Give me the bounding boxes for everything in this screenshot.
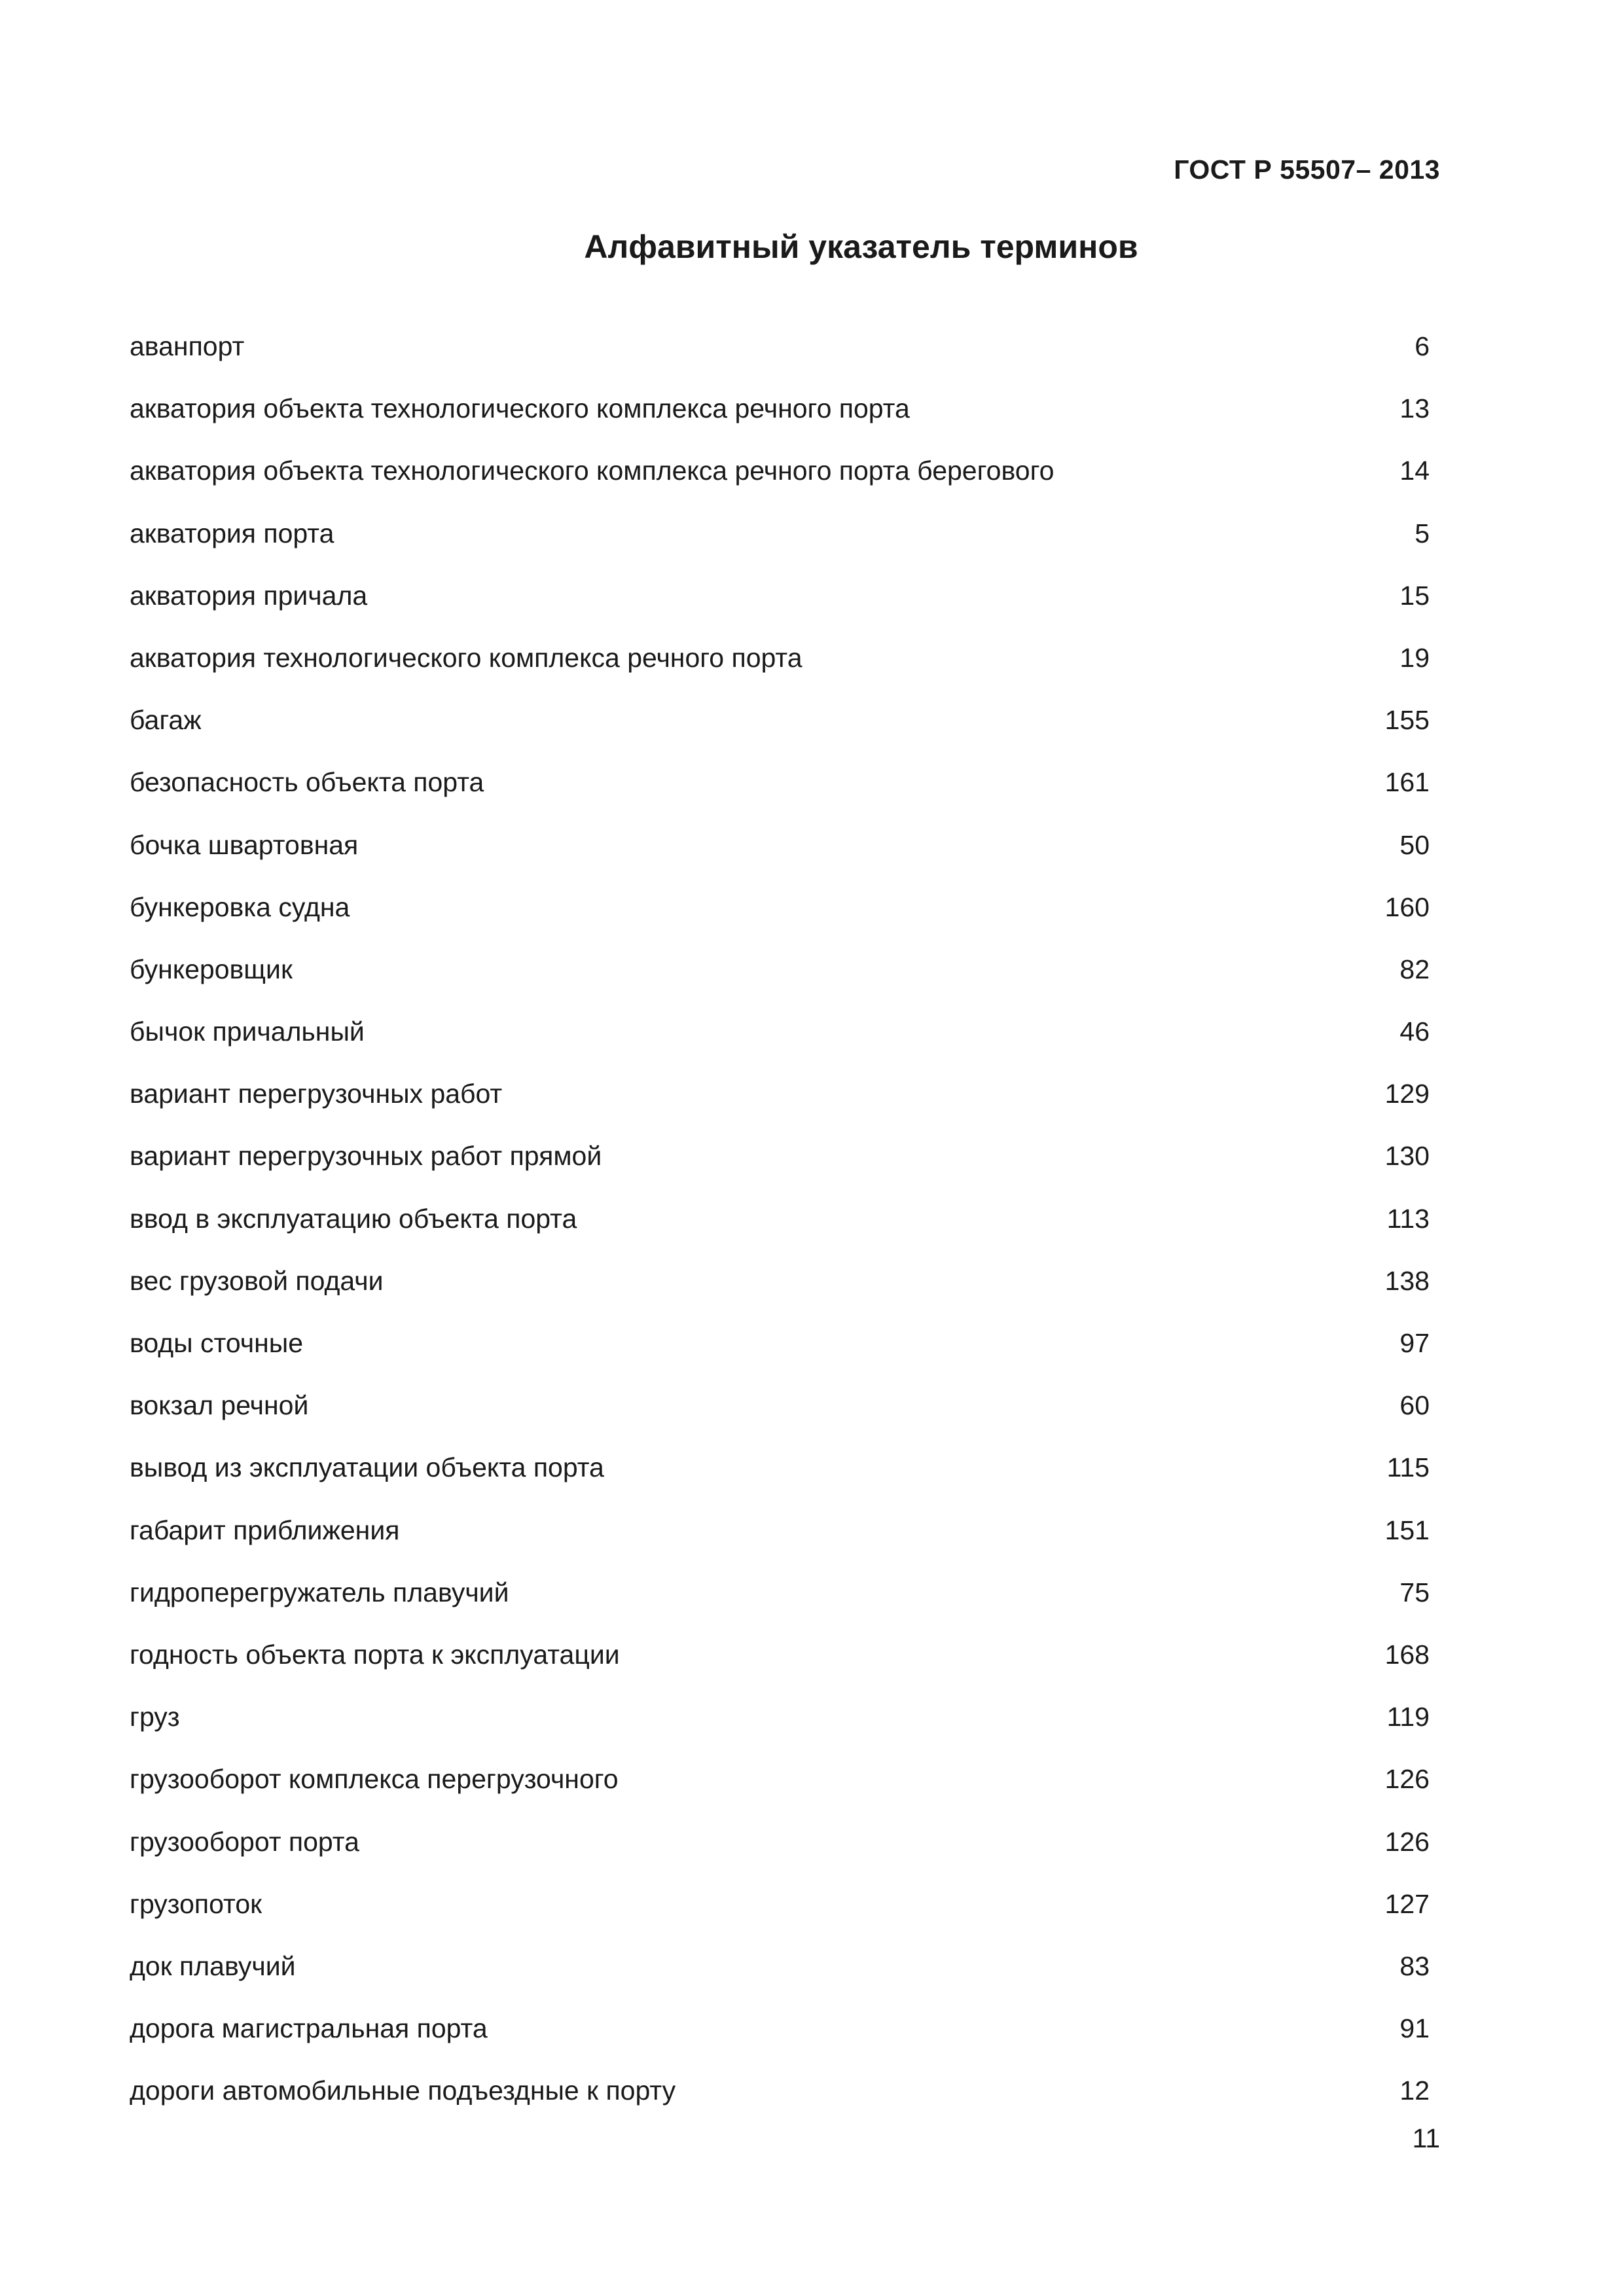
- index-page-ref: 151: [1384, 1515, 1430, 1545]
- index-term: док плавучий: [130, 1950, 296, 1981]
- index-page-ref: 113: [1386, 1203, 1430, 1234]
- index-term: безопасность объекта порта: [130, 767, 484, 798]
- index-entry: [130, 1203, 1430, 1265]
- document-code: ГОСТ Р 55507– 2013: [1174, 154, 1440, 185]
- index-term: вывод из эксплуатации объекта порта: [130, 1452, 604, 1483]
- index-page-ref: 97: [1399, 1328, 1430, 1358]
- index-entry: [130, 1140, 1430, 1202]
- index-term: дорога магистральная порта: [130, 2013, 488, 2044]
- index-term: вариант перегрузочных работ: [130, 1079, 503, 1109]
- index-term: акватория объекта технологического комплекса речного порта берегового: [130, 456, 1055, 486]
- index-term: годность объекта порта к эксплуатации: [130, 1639, 620, 1670]
- index-entry: [130, 2013, 1430, 2075]
- index-term: бычок причальный: [130, 1016, 365, 1047]
- term-index-list: [130, 331, 1430, 2137]
- index-page-ref: 12: [1399, 2075, 1430, 2106]
- index-page-ref: 138: [1384, 1265, 1430, 1296]
- index-term: акватория порта: [130, 518, 334, 548]
- index-term: вокзал речной: [130, 1390, 309, 1421]
- index-term: багаж: [130, 705, 202, 736]
- index-entry: [130, 1639, 1430, 1701]
- index-entry: [130, 1452, 1430, 1514]
- index-entry: [130, 1950, 1430, 2013]
- index-entry: [130, 1515, 1430, 1577]
- index-entry: [130, 642, 1430, 704]
- index-page-ref: 160: [1384, 891, 1430, 922]
- index-term: грузопоток: [130, 1888, 262, 1919]
- index-page-ref: 155: [1384, 705, 1430, 736]
- index-term: аванпорт: [130, 331, 245, 361]
- index-term: акватория объекта технологического комплекса речного порта: [130, 393, 910, 424]
- index-entry: [130, 704, 1430, 766]
- index-term: бочка швартовная: [130, 829, 359, 860]
- index-term: груз: [130, 1702, 180, 1732]
- index-entry: [130, 2075, 1430, 2137]
- index-term: грузооборот комплекса перегрузочного: [130, 1764, 619, 1795]
- index-page-ref: 83: [1399, 1950, 1430, 1981]
- index-page-ref: 130: [1384, 1141, 1430, 1172]
- index-entry: [130, 1078, 1430, 1140]
- index-entry: [130, 1701, 1430, 1763]
- index-term: габарит приближения: [130, 1515, 400, 1545]
- index-entry: [130, 1577, 1430, 1639]
- index-entry: [130, 331, 1430, 393]
- index-page-ref: 6: [1415, 331, 1430, 361]
- index-term: акватория причала: [130, 580, 368, 611]
- index-page-ref: 168: [1384, 1639, 1430, 1670]
- index-entry: [130, 829, 1430, 891]
- index-term: грузооборот порта: [130, 1826, 359, 1857]
- index-term: дороги автомобильные подъездные к порту: [130, 2075, 676, 2106]
- index-entry: [130, 580, 1430, 642]
- index-entry: [130, 1826, 1430, 1888]
- index-entry: [130, 891, 1430, 954]
- index-entry: [130, 766, 1430, 829]
- index-page-ref: 46: [1399, 1016, 1430, 1047]
- index-entry: [130, 455, 1430, 517]
- index-term: вариант перегрузочных работ прямой: [130, 1141, 602, 1172]
- index-page-ref: 19: [1399, 642, 1430, 673]
- index-page-ref: 129: [1384, 1079, 1430, 1109]
- index-term: ввод в эксплуатацию объекта порта: [130, 1203, 577, 1234]
- index-entry: [130, 1265, 1430, 1327]
- index-entry: [130, 518, 1430, 580]
- index-term: бункеровщик: [130, 954, 293, 984]
- index-page-ref: 115: [1386, 1452, 1430, 1483]
- index-entry: [130, 1327, 1430, 1390]
- index-entry: [130, 393, 1430, 455]
- index-page-ref: 91: [1399, 2013, 1430, 2044]
- index-entry: [130, 1390, 1430, 1452]
- index-page-ref: 5: [1415, 518, 1430, 548]
- index-page-ref: 15: [1399, 580, 1430, 611]
- index-page-ref: 126: [1384, 1764, 1430, 1795]
- index-page-ref: 82: [1399, 954, 1430, 984]
- index-page-ref: 119: [1386, 1702, 1430, 1732]
- index-page-ref: 60: [1399, 1390, 1430, 1421]
- index-entry: [130, 954, 1430, 1016]
- page-title: Алфавитный указатель терминов: [584, 228, 1138, 265]
- index-page-ref: 161: [1384, 767, 1430, 798]
- page-number: 11: [1412, 2123, 1440, 2153]
- index-page-ref: 13: [1399, 393, 1430, 424]
- index-entry: [130, 1016, 1430, 1078]
- index-term: бункеровка судна: [130, 891, 350, 922]
- index-entry: [130, 1888, 1430, 1950]
- index-entry: [130, 1763, 1430, 1825]
- index-term: воды сточные: [130, 1328, 303, 1358]
- index-page-ref: 126: [1384, 1826, 1430, 1857]
- index-page-ref: 50: [1399, 829, 1430, 860]
- index-term: вес грузовой подачи: [130, 1265, 384, 1296]
- index-page-ref: 75: [1399, 1577, 1430, 1607]
- index-term: гидроперегружатель плавучий: [130, 1577, 509, 1607]
- index-page-ref: 127: [1384, 1888, 1430, 1919]
- index-page-ref: 14: [1399, 456, 1430, 486]
- index-term: акватория технологического комплекса речного порта: [130, 642, 803, 673]
